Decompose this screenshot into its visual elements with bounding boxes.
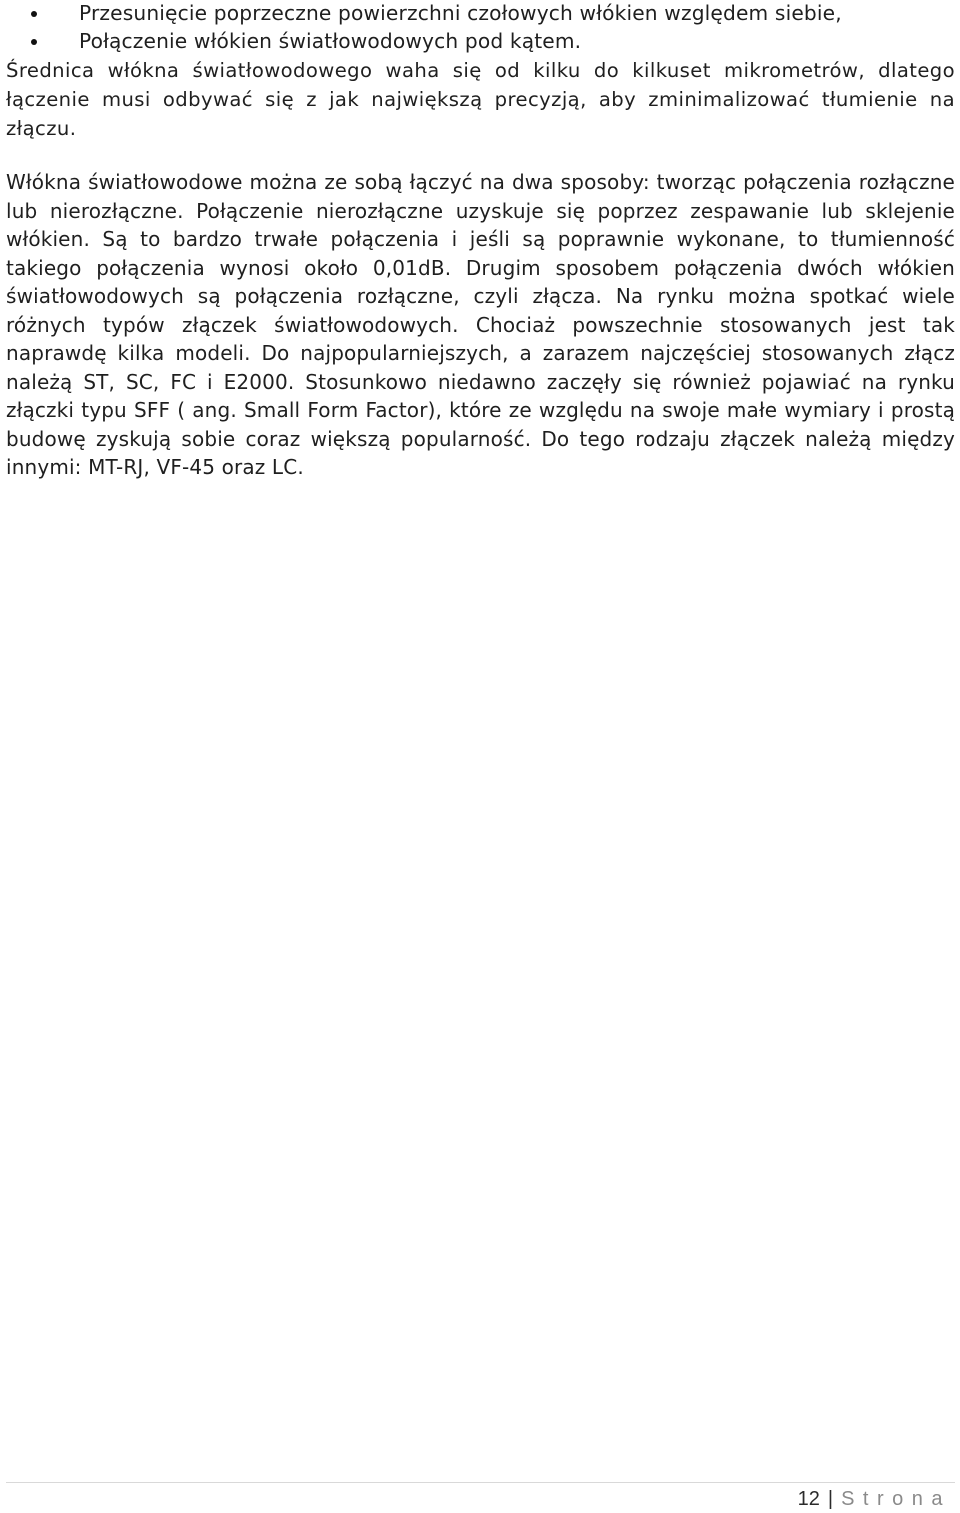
bullet-icon (31, 39, 37, 45)
paragraph-fiber-connections: Włókna światłowodowe można ze sobą łączyć na dwa sposoby: tworząc połączenia rozłączne lub nierozłączne. Połączenie nierozłączne uzyskuje się poprzez zespawanie lub sklejenie włókien. Są to bardzo trwałe połączenia i jeśli są poprawnie wykonane, to tłumienność takiego połączenia wynosi około 0,01dB. Drugim sposobem połączenia dwóch włókien światłowodowych są połączenia rozłączne, czyli złącza. Na rynku można spotkać wiele różnych typów złączek światłowodowych. Chociaż powszechnie stosowanych jest tak naprawdę kilka modeli. Do najpopularniejszych, a zarazem najczęściej stosowanych złącz należą ST, SC, FC i E2000. Stosunkowo niedawno zaczęły się również pojawiać na rynku złączki typu SFF ( ang. Small Form Factor), które ze względu na swoje małe wymiary i prostą budowę zyskują sobie coraz większą popularność. Do tego rodzaju złączek należą między innymi: MT-RJ, VF-45 oraz LC. (6, 170, 955, 479)
footer-divider (6, 1482, 955, 1483)
bullet-list (6, 0, 955, 56)
page-label: Strona (841, 1488, 951, 1510)
bullet-icon (31, 11, 37, 17)
list-item-text: Połączenie włókien światłowodowych pod kątem. (79, 29, 582, 53)
list-item (6, 28, 955, 56)
footer-separator: | (827, 1488, 834, 1510)
page-number: 12 (797, 1488, 820, 1510)
list-item (6, 0, 955, 28)
page-footer (798, 1486, 951, 1512)
paragraph-fiber-diameter: Średnica włókna światłowodowego waha się od kilku do kilkuset mikrometrów, dlatego łączenie musi odbywać się z jak największą precyzją, aby zminimalizować tłumienie na złączu. (6, 59, 955, 140)
page-content (6, 0, 955, 482)
list-item-text: Przesunięcie poprzeczne powierzchni czołowych włókien względem siebie, (79, 1, 842, 25)
